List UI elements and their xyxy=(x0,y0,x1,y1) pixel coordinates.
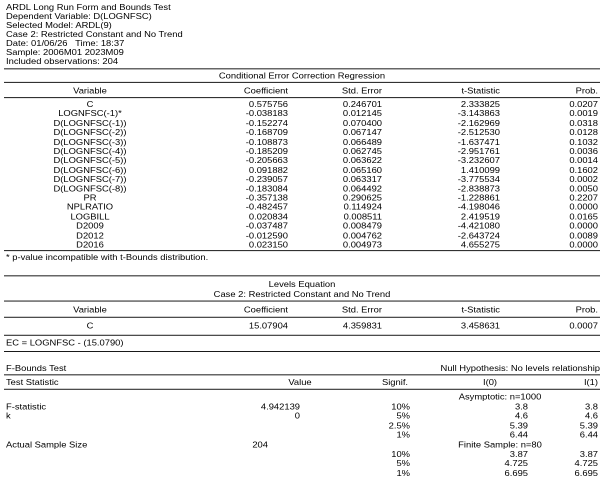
cell-std-error: 0.063622 xyxy=(342,155,382,166)
cell-coefficient: -0.037487 xyxy=(245,220,288,231)
cell-t-statistic: -2.951761 xyxy=(457,145,500,156)
cell-variable: D(LOGNFSC(-5)) xyxy=(53,155,127,166)
col-header-t-statistic: t-Statistic xyxy=(461,85,500,96)
cell-variable: D(LOGNFSC(-8)) xyxy=(53,183,127,194)
levels-title: Levels Equation xyxy=(268,279,336,289)
critical-i0: 5.39 xyxy=(509,420,528,431)
cell-std-error: 0.004762 xyxy=(342,230,382,240)
null-hypothesis: Null Hypothesis: No levels relationship xyxy=(440,362,600,373)
cell-variable: D(LOGNFSC(-3)) xyxy=(53,136,127,147)
cell-t-statistic: 1.410099 xyxy=(460,164,500,175)
cell-variable: D(LOGNFSC(-1)) xyxy=(53,117,127,128)
col-header-i0: I(0) xyxy=(482,377,498,387)
cell-coefficient: 0.020834 xyxy=(248,211,288,222)
cell-prob: 0.0002 xyxy=(569,173,598,184)
cell-coefficient: -0.108873 xyxy=(245,136,288,147)
cell-prob: 0.0165 xyxy=(569,211,598,222)
divider xyxy=(4,275,600,276)
divider xyxy=(4,97,600,98)
divider xyxy=(4,389,600,390)
cell-coefficient: -0.152274 xyxy=(245,117,288,128)
header-line: Dependent Variable: D(LOGNFSC) xyxy=(6,10,152,21)
cell-coefficient: -0.239057 xyxy=(245,173,288,184)
divider xyxy=(4,335,600,336)
critical-i1: 6.695 xyxy=(574,467,598,478)
cell-t-statistic: -4.421080 xyxy=(457,220,500,231)
cell-t-statistic: -3.775534 xyxy=(457,173,500,184)
critical-i0: 6.695 xyxy=(504,467,528,478)
asymptotic-label: Asymptotic: n=1000 xyxy=(458,391,542,402)
header-line: Included observations: 204 xyxy=(6,55,119,66)
cell-coefficient: -0.038183 xyxy=(245,108,288,119)
cell-std-error: 0.008479 xyxy=(342,220,382,231)
critical-i0: 4.725 xyxy=(504,458,528,469)
cell-variable: C xyxy=(86,99,94,109)
col-header-prob: Prob. xyxy=(575,85,598,96)
cell-std-error: 0.070400 xyxy=(342,117,382,128)
cell-variable: D2009 xyxy=(76,220,104,231)
col-header-i1: I(1) xyxy=(583,377,598,387)
cell-prob: 0.0207 xyxy=(569,99,598,109)
signif-level: 10% xyxy=(391,449,410,459)
cell-std-error: 0.063317 xyxy=(342,173,382,184)
divider xyxy=(4,68,600,69)
critical-i1: 5.39 xyxy=(579,420,598,431)
critical-i1: 3.87 xyxy=(579,449,598,459)
ecr-footnote: * p-value incompatible with t-Bounds distribution. xyxy=(6,252,209,262)
cell-prob: 0.0000 xyxy=(569,220,598,231)
header-line: Case 2: Restricted Constant and No Trend xyxy=(6,28,183,39)
col-header-std-error: Std. Error xyxy=(341,85,382,96)
critical-i1: 6.44 xyxy=(579,429,598,440)
ecr-title: Conditional Error Correction Regression xyxy=(218,70,386,81)
cell-coefficient: 0.023150 xyxy=(248,239,288,250)
col-header-std-error: Std. Error xyxy=(341,304,382,315)
cell-t-statistic: 4.655275 xyxy=(460,239,500,250)
cell-t-statistic: -2.162969 xyxy=(457,117,500,128)
cell-prob: 0.0014 xyxy=(569,155,598,166)
cell-std-error: 0.065160 xyxy=(342,164,382,175)
cell-std-error: 0.290625 xyxy=(342,192,382,203)
cell-coefficient: -0.185209 xyxy=(245,145,288,156)
col-header-coefficient: Coefficient xyxy=(243,304,288,315)
cell-prob: 0.0007 xyxy=(569,320,598,331)
cell-variable: D(LOGNFSC(-2)) xyxy=(53,127,127,137)
ec-equation: EC = LOGNFSC - (15.0790) xyxy=(6,337,124,348)
stat-value: 4.942139 xyxy=(260,401,300,412)
cell-variable: D(LOGNFSC(-6)) xyxy=(53,164,127,175)
cell-std-error: 0.012145 xyxy=(342,108,382,119)
cell-coefficient: -0.482457 xyxy=(245,201,288,212)
cell-std-error: 0.062745 xyxy=(342,145,382,156)
cell-prob: 0.2207 xyxy=(569,192,598,203)
signif-level: 10% xyxy=(391,401,410,412)
cell-prob: 0.0019 xyxy=(569,108,598,119)
cell-coefficient: 15.07904 xyxy=(248,320,288,331)
sample-size-label: Actual Sample Size xyxy=(6,439,88,450)
critical-i1: 4.725 xyxy=(574,458,598,469)
stat-name: F-statistic xyxy=(6,401,47,412)
cell-variable: C xyxy=(86,320,94,331)
cell-coefficient: 0.575756 xyxy=(248,99,288,109)
divider xyxy=(4,250,600,251)
cell-variable: NPLRATIO xyxy=(66,201,114,212)
cell-prob: 0.0036 xyxy=(569,145,598,156)
cell-std-error: 0.008511 xyxy=(343,211,382,222)
cell-variable: D(LOGNFSC(-7)) xyxy=(53,173,127,184)
col-header-variable: Variable xyxy=(73,85,107,96)
cell-coefficient: -0.205663 xyxy=(245,155,288,166)
divider xyxy=(4,317,600,318)
cell-t-statistic: -1.637471 xyxy=(457,136,500,147)
cell-t-statistic: -2.838873 xyxy=(457,183,500,194)
cell-variable: PR xyxy=(83,192,97,203)
col-header-coefficient: Coefficient xyxy=(243,85,288,96)
signif-level: 5% xyxy=(396,410,410,421)
cell-prob: 0.1602 xyxy=(569,164,598,175)
cell-t-statistic: -4.198046 xyxy=(457,201,500,212)
col-header-value: Value xyxy=(288,377,312,387)
cell-variable: LOGNFSC(-1)* xyxy=(58,108,122,119)
signif-level: 5% xyxy=(396,458,410,469)
cell-prob: 0.0089 xyxy=(569,230,598,240)
cell-coefficient: -0.183084 xyxy=(245,183,288,194)
cell-t-statistic: 2.333825 xyxy=(460,99,500,109)
cell-t-statistic: 2.419519 xyxy=(460,211,500,222)
divider xyxy=(4,351,600,352)
cell-t-statistic: -3.232607 xyxy=(457,155,500,166)
critical-i0: 4.6 xyxy=(514,410,528,421)
cell-prob: 0.0128 xyxy=(569,127,598,137)
cell-variable: LOGBILL xyxy=(70,211,110,222)
cell-coefficient: -0.168709 xyxy=(245,127,288,137)
header-line: Selected Model: ARDL(9) xyxy=(6,19,112,30)
cell-t-statistic: -2.512530 xyxy=(457,127,500,137)
cell-coefficient: -0.357138 xyxy=(245,192,288,203)
cell-std-error: 0.066489 xyxy=(342,136,382,147)
col-header-prob: Prob. xyxy=(575,304,598,315)
col-header-test-statistic: Test Statistic xyxy=(6,377,59,387)
cell-t-statistic: -3.143863 xyxy=(457,108,500,119)
signif-level: 2.5% xyxy=(388,420,410,431)
cell-prob: 0.0000 xyxy=(569,201,598,212)
divider xyxy=(4,301,600,302)
cell-variable: D(LOGNFSC(-4)) xyxy=(53,145,127,156)
cell-coefficient: 0.091882 xyxy=(248,164,288,175)
critical-i1: 3.8 xyxy=(584,401,598,412)
levels-subtitle: Case 2: Restricted Constant and No Trend xyxy=(213,288,391,299)
cell-std-error: 0.004973 xyxy=(342,239,382,250)
cell-t-statistic: -1.228861 xyxy=(457,192,500,203)
cell-std-error: 0.067147 xyxy=(342,127,382,137)
critical-i1: 4.6 xyxy=(584,410,598,421)
cell-variable: D2016 xyxy=(76,239,104,250)
cell-prob: 0.0000 xyxy=(569,239,598,250)
cell-coefficient: -0.012590 xyxy=(245,230,288,240)
col-header-variable: Variable xyxy=(73,304,107,315)
cell-std-error: 0.114924 xyxy=(343,201,382,212)
header-line: Date: 01/06/26 Time: 18:37 xyxy=(6,37,125,48)
col-header-signif: Signif. xyxy=(381,377,409,387)
sample-size-value: 204 xyxy=(252,439,268,450)
cell-std-error: 4.359831 xyxy=(342,320,382,331)
critical-i0: 6.44 xyxy=(509,429,528,440)
stat-name: k xyxy=(6,410,11,421)
header-line: ARDL Long Run Form and Bounds Test xyxy=(6,1,171,12)
cell-std-error: 0.246701 xyxy=(342,99,382,109)
finite-sample-label: Finite Sample: n=80 xyxy=(458,439,542,450)
divider xyxy=(4,82,600,83)
critical-i0: 3.87 xyxy=(509,449,528,459)
divider xyxy=(4,374,600,375)
cell-variable: D2012 xyxy=(76,230,104,240)
critical-i0: 3.8 xyxy=(514,401,528,412)
cell-prob: 0.0050 xyxy=(569,183,598,194)
cell-prob: 0.0318 xyxy=(569,117,598,128)
signif-level: 1% xyxy=(396,467,410,478)
cell-std-error: 0.064492 xyxy=(342,183,382,194)
signif-level: 1% xyxy=(396,429,410,440)
cell-t-statistic: 3.458631 xyxy=(460,320,500,331)
fbounds-title: F-Bounds Test xyxy=(6,362,67,373)
col-header-t-statistic: t-Statistic xyxy=(461,304,500,315)
cell-t-statistic: -2.643724 xyxy=(457,230,500,240)
header-line: Sample: 2006M01 2023M09 xyxy=(6,46,124,57)
stat-value: 0 xyxy=(294,410,300,421)
cell-prob: 0.1032 xyxy=(569,136,598,147)
